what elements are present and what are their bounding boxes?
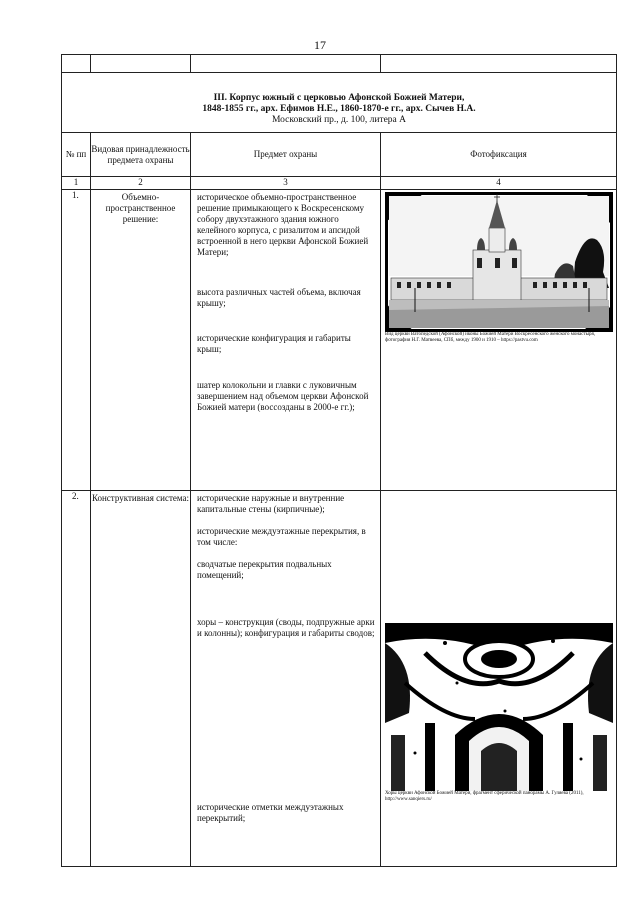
col-number: 1 <box>62 177 91 190</box>
header-photo: Фотофиксация <box>381 133 617 177</box>
photo-caption: Хоры церкви Афонской Божией Матери, фрагмент сферической панорамы А. Гуляева (2011), http://www.sanqiers.ru/ <box>385 791 584 802</box>
row-subject <box>191 491 381 867</box>
subject-item: хоры – конструкция (своды, подпружные арки и колонны); конфигурация и габариты сводов; <box>197 617 375 638</box>
page-number: 17 <box>314 38 326 52</box>
church-exterior-photo <box>385 192 613 332</box>
col-number: 3 <box>191 177 381 190</box>
subject-item: исторические отметки междуэтажных перекрытий; <box>197 802 344 823</box>
row-number: 1. <box>62 190 91 491</box>
section-address: Московский пр., д. 100, литера А <box>271 115 407 125</box>
subject-item: исторические междуэтажные перекрытия, в том числе: <box>197 526 366 547</box>
header-num: № пп <box>62 133 91 177</box>
photo-cell <box>381 491 617 867</box>
photo-caption: Вид церкви Ватопедской (Афонской) иконы Божией Матери Воскресенского женского монастыря, фотография Н.Г. Матвеева, СПб, между 1900 и 1910 – https://pastvu.com <box>385 332 596 343</box>
subject-item: шатер колокольни и главки с луковичным завершением над объемом церкви Афонской Божией матери (воссозданы в 2000-е гг.); <box>197 380 369 412</box>
subject-item: историческое объемно-пространственное решение примыкающего к Воскресенскому собору двухэтажного здания южного келейного корпуса, с ризалитом и апсидой встроенной в него церкви Афонской Божией Матери; <box>197 192 369 257</box>
header-subject: Предмет охраны <box>191 133 381 177</box>
row-number: 2. <box>62 491 91 867</box>
section-title-line1: III. Корпус южный с церковью Афонской Божией Матери, <box>213 93 465 103</box>
table-top-strip <box>62 55 617 73</box>
section-title-line2: 1848-1855 гг., арх. Ефимов Н.Е., 1860-1870-е гг., арх. Сычев Н.А. <box>202 104 476 114</box>
col-number: 4 <box>381 177 617 190</box>
photo-cell <box>381 190 617 491</box>
row-subject <box>191 190 381 491</box>
subject-item: сводчатые перекрытия подвальных помещений; <box>197 559 332 580</box>
header-type: Видовая принадлежность предмета охраны <box>91 133 191 177</box>
protection-table <box>61 54 617 867</box>
col-number: 2 <box>91 177 191 190</box>
row-type: Конструктивная система: <box>91 491 191 867</box>
section-title <box>62 73 617 133</box>
church-choir-vaults-photo <box>385 623 613 791</box>
subject-item: исторические наружные и внутренние капитальные стены (кирпичные); <box>197 493 345 514</box>
row-type: Объемно-пространственное решение: <box>91 190 191 491</box>
table-row <box>62 190 617 491</box>
subject-item: исторические конфигурация и габариты крыш; <box>197 333 351 354</box>
column-numbers-row <box>62 177 617 190</box>
section-title-row <box>62 73 617 133</box>
subject-item: высота различных частей объема, включая крышу; <box>197 287 361 308</box>
table-header-row <box>62 133 617 177</box>
table-row <box>62 491 617 867</box>
